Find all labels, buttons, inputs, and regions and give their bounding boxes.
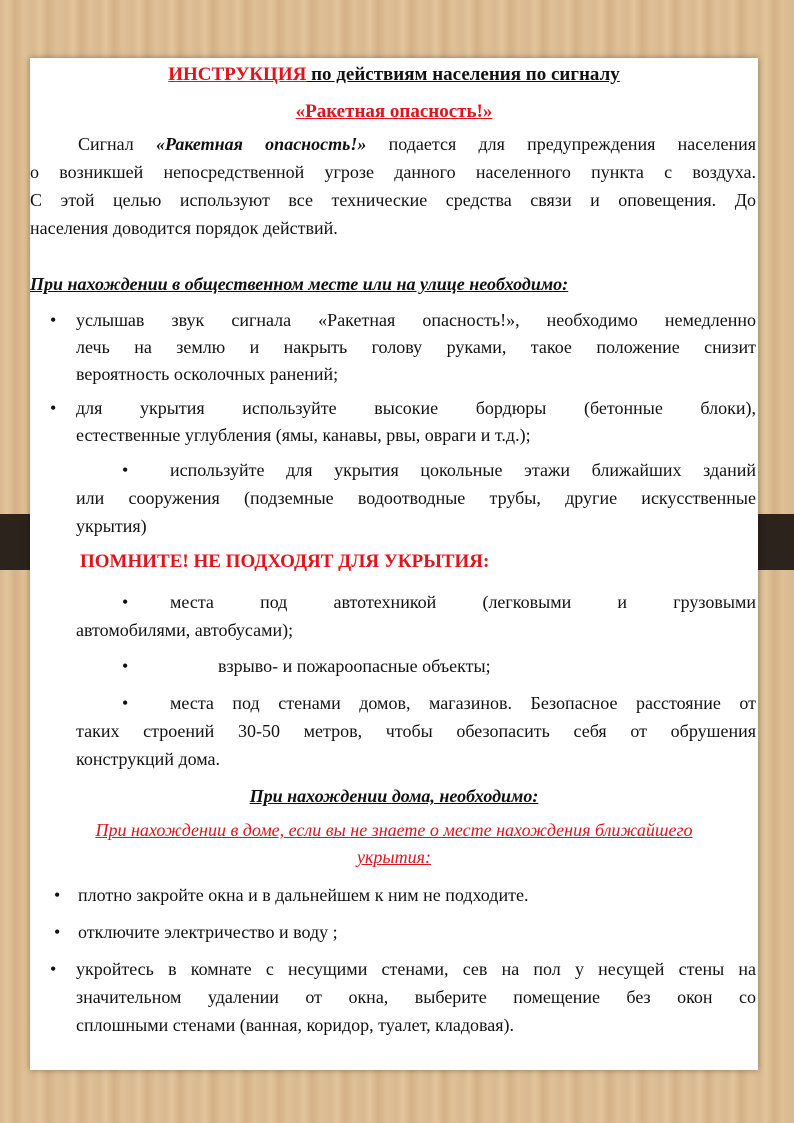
home-item2: отключите электричество и воду ;: [78, 922, 338, 942]
bullet: •: [54, 885, 61, 905]
warning-item1-line2: автомобилями, автобусами);: [76, 620, 294, 640]
intro-line-2: о возникшей непосредственной угрозе данного населенного пункта с воздуха.: [30, 162, 756, 182]
street-item3-line1: используйте для укрытия цокольные этажи ближайших зданий: [170, 460, 756, 480]
bullet: •: [50, 959, 57, 979]
warning-item1-line1: места под автотехникой (легковыми и грузовыми: [170, 592, 756, 612]
bullet: •: [54, 922, 61, 942]
street-item1-line2: лечь на землю и накрыть голову руками, такое положение снизит: [76, 337, 756, 357]
home-note-line2: укрытия:: [357, 847, 431, 867]
street-item3-line3: укрытия): [76, 516, 147, 536]
warning-item2: взрыво- и пожароопасные объекты;: [218, 656, 491, 676]
bullet: •: [50, 398, 57, 418]
title-black: по действиям населения по сигналу: [306, 64, 620, 85]
title: [30, 61, 758, 88]
home-note-line1: При нахождении в доме, если вы не знаете о месте нахождения ближайшего: [95, 820, 693, 840]
warning-item3-line3: конструкций дома.: [76, 749, 221, 769]
bullet: •: [122, 592, 129, 612]
title-signal: [30, 98, 758, 125]
bullet: •: [122, 656, 129, 676]
street-item1-line1: услышав звук сигнала «Ракетная опасность!», необходимо немедленно: [76, 310, 756, 330]
intro-signal: «Ракетная опасность!»: [156, 134, 367, 154]
intro-line-1: Сигнал «Ракетная опасность!» подается для предупреждения населения: [78, 134, 756, 154]
intro-line-4: населения доводится порядок действий.: [30, 218, 338, 238]
instruction-sheet: [30, 58, 758, 1070]
street-heading: При нахождении в общественном месте или на улице необходимо:: [30, 274, 569, 294]
home-item3-line3: сплошными стенами (ванная, коридор, туалет, кладовая).: [76, 1015, 515, 1035]
bullet: •: [122, 460, 129, 480]
warning-item3-line1: места под стенами домов, магазинов. Безопасное расстояние от: [170, 693, 756, 713]
street-item2-line2: естественные углубления (ямы, канавы, рвы, овраги и т.д.);: [76, 425, 531, 445]
home-item1: плотно закройте окна и в дальнейшем к ним не подходите.: [78, 885, 529, 905]
warning-heading: ПОМНИТЕ! НЕ ПОДХОДЯТ ДЛЯ УКРЫТИЯ:: [80, 551, 490, 572]
bullet: •: [50, 310, 57, 330]
warning-item3-line2: таких строений 30-50 метров, чтобы обезопасить себя от обрушения: [76, 721, 756, 741]
intro-line-3: С этой целью используют все технические средства связи и оповещения. До: [30, 190, 756, 210]
title-red: ИНСТРУКЦИЯ: [168, 64, 307, 85]
home-item3-line2: значительном удалении от окна, выберите помещение без окон со: [76, 987, 756, 1007]
home-item3-line1: укройтесь в комнате с несущими стенами, сев на пол у несущей стены на: [76, 959, 756, 979]
street-item1-line3: вероятность осколочных ранений;: [76, 364, 339, 384]
bullet: •: [122, 693, 129, 713]
title-signal-text: «Ракетная опасность!»: [295, 101, 493, 122]
street-item2-line1: для укрытия используйте высокие бордюры (бетонные блоки),: [76, 398, 756, 418]
street-item3-line2: или сооружения (подземные водоотводные трубы, другие искусственные: [76, 488, 756, 508]
home-heading: При нахождении дома, необходимо:: [249, 786, 539, 806]
